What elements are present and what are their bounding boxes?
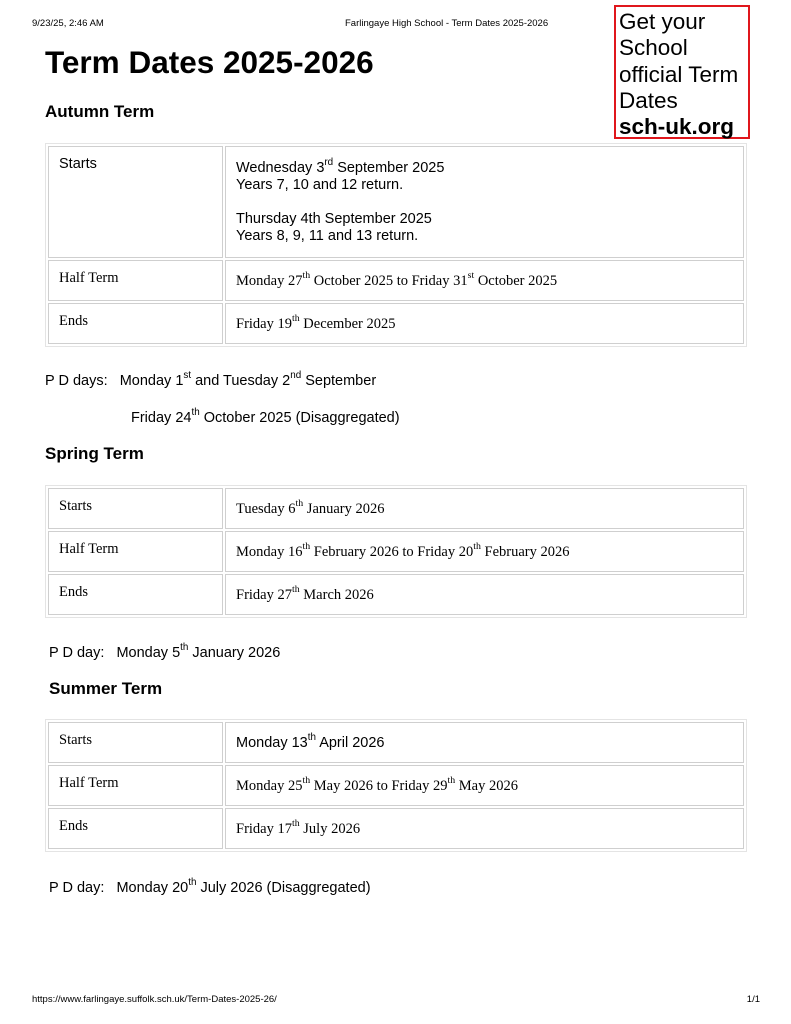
advert-link[interactable]: sch-uk.org: [619, 114, 735, 140]
table-row: [48, 531, 744, 572]
summer-term-heading: Summer Term: [49, 679, 163, 698]
row-label: Ends: [48, 574, 223, 615]
row-value: Tuesday 6th January 2026: [225, 488, 744, 529]
autumn-pd-days-extra: Friday 24th October 2025 (Disaggregated): [131, 407, 400, 426]
spring-term-heading: Spring Term: [45, 444, 144, 463]
page-title: Term Dates 2025-2026: [45, 44, 374, 80]
autumn-term-heading: Autumn Term: [45, 102, 155, 121]
table-row: [48, 303, 744, 344]
spring-pd-day: P D day: Monday 5th January 2026: [49, 642, 281, 661]
print-datetime: 9/23/25, 2:46 AM: [32, 18, 104, 29]
summer-term-table: [45, 719, 747, 852]
page-url: https://www.farlingaye.suffolk.sch.uk/Term-Dates-2025-26/: [32, 994, 277, 1005]
table-row: [48, 146, 744, 258]
autumn-pd-days: P D days: Monday 1st and Tuesday 2nd September: [45, 370, 377, 389]
row-value: Monday 27th October 2025 to Friday 31st October 2025: [225, 260, 744, 301]
row-value: Monday 16th February 2026 to Friday 20th February 2026: [225, 531, 744, 572]
table-row: [48, 574, 744, 615]
row-label: Starts: [48, 488, 223, 529]
sch-uk-advert[interactable]: [614, 5, 750, 139]
advert-line: Get your: [619, 9, 706, 34]
row-label: Ends: [48, 303, 223, 344]
autumn-term-table: [45, 143, 747, 347]
row-label: Half Term: [48, 531, 223, 572]
table-row: [48, 765, 744, 806]
spring-term-table: [45, 485, 747, 618]
row-label: Starts: [48, 722, 223, 763]
advert-line: School: [619, 35, 688, 61]
page-number: 1/1: [746, 994, 760, 1005]
table-row: [48, 722, 744, 763]
row-value: Monday 25th May 2026 to Friday 29th May 2026: [225, 765, 744, 806]
row-value: Wednesday 3rd September 2025 Years 7, 10 and 12 return. Thursday 4th September 2025 Years 8, 9, 11 and 13 return.: [225, 146, 744, 258]
row-value: Friday 17th July 2026: [225, 808, 744, 849]
row-label: Ends: [48, 808, 223, 849]
table-row: [48, 260, 744, 301]
row-label: Half Term: [48, 765, 223, 806]
print-document-title: Farlingaye High School - Term Dates 2025-2026: [345, 18, 549, 29]
row-value: Friday 27th March 2026: [225, 574, 744, 615]
row-label: Starts: [48, 146, 223, 258]
print-footer: [32, 994, 760, 1005]
table-row: [48, 488, 744, 529]
row-value: Monday 13th April 2026: [225, 722, 744, 763]
row-value: Friday 19th December 2025: [225, 303, 744, 344]
advert-line: official Term: [619, 61, 739, 87]
summer-pd-day: P D day: Monday 20th July 2026 (Disaggregated): [49, 877, 371, 896]
advert-line: Dates: [619, 87, 678, 113]
table-row: [48, 808, 744, 849]
row-label: Half Term: [48, 260, 223, 301]
